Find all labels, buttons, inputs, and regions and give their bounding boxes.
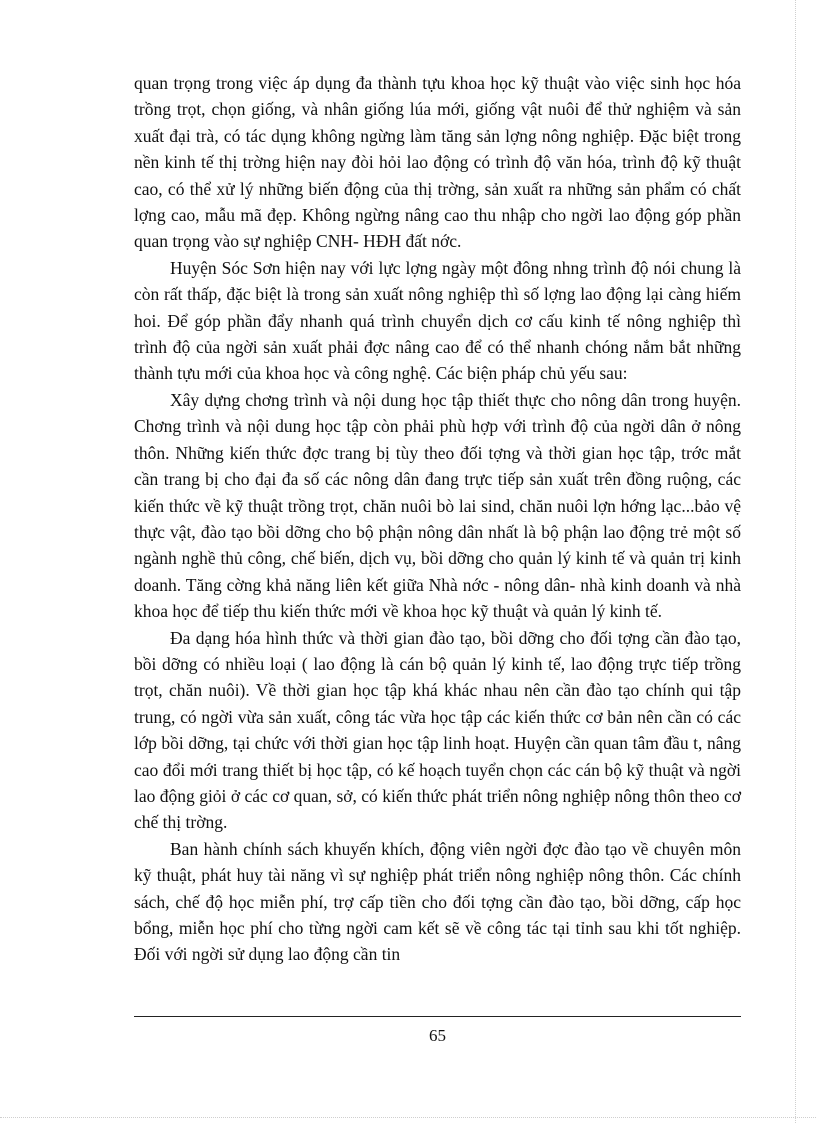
paragraph-continuation: quan trọng trong việc áp dụng đa thành tựu khoa học kỹ thuật vào việc sinh học hóa trồng trọt, chọn giống, và nhân giống lúa mới, giống vật nuôi để thử nghiệm và sản xuất đại trà, có tác dụng không ngừng làm tăng sản lợng nông nghiệp. Đặc biệt trong nền kinh tế thị trờng hiện nay đòi hỏi lao động có trình độ văn hóa, trình độ kỹ thuật cao, có thể xử lý những biến động của thị trờng, sản xuất ra những sản phẩm có chất lợng cao, mẫu mã đẹp. Không ngừng nâng cao thu nhập cho ngời lao động góp phần quan trọng vào sự nghiệp CNH- HĐH đất nớc. (134, 73, 741, 252)
paragraph-training-forms: Đa dạng hóa hình thức và thời gian đào tạo, bồi dỡng cho đối tợng cần đào tạo, bồi dỡng có nhiều loại ( lao động là cán bộ quản lý kinh tế, lao động trực tiếp trồng trọt, chăn nuôi). Về thời gian học tập khá khác nhau nên cần đào tạo chính qui tập trung, có ngời vừa sản xuất, công tác vừa học tập các kiến thức cơ bản nên cần có các lớp bồi dỡng, tại chức với thời gian học tập linh hoạt. Huyện cần quan tâm đầu t, nâng cao đổi mới trang thiết bị học tập, có kế hoạch tuyển chọn các cán bộ kỹ thuật và ngời lao động giỏi ở các cơ quan, sở, có kiến thức phát triển nông nghiệp nông thôn theo cơ chế thị trờng. (134, 627, 741, 833)
page-edge-right (795, 0, 796, 1123)
footer-divider (134, 1016, 741, 1017)
body-text (134, 70, 741, 968)
paragraph-incentive-policy: Ban hành chính sách khuyến khích, động viên ngời đợc đào tạo về chuyên môn kỹ thuật, phát huy tài năng vì sự nghiệp phát triển nông nghiệp nông thôn. Các chính sách, chế độ học miễn phí, trợ cấp tiền cho đối tợng cần đào tạo, bồi dỡng, cấp học bổng, miễn học phí cho từng ngời cam kết sẽ về công tác tại tỉnh sau khi tốt nghiệp. Đối với ngời sử dụng lao động cần tin (134, 838, 741, 965)
page-edge-bottom (0, 1117, 816, 1118)
paragraph-soc-son: Huyện Sóc Sơn hiện nay với lực lợng ngày một đông nhng trình độ nói chung là còn rất thấp, đặc biệt là trong sản xuất nông nghiệp thì số lợng lao động lại càng hiếm hoi. Để góp phần đẩy nhanh quá trình chuyển dịch cơ cấu kinh tế nông nghiệp thì trình độ của ngời sản xuất phải đợc nâng cao để có thể nhanh chóng nắm bắt những thành tựu mới của khoa học và công nghệ. Các biện pháp chủ yếu sau: (134, 257, 741, 384)
page-number: 65 (429, 1026, 446, 1045)
paragraph-curriculum: Xây dựng chơng trình và nội dung học tập thiết thực cho nông dân trong huyện. Chơng trình và nội dung học tập còn phải phù hợp với trình độ của ngời dân ở nông thôn. Những kiến thức đợc trang bị tùy theo đối tợng và thời gian học tập, trớc mắt cần trang bị cho đại đa số các nông dân đang trực tiếp sản xuất trên đồng ruộng, các kiến thức về kỹ thuật trồng trọt, chăn nuôi bò lai sind, chăn nuôi lợn hớng lạc...bảo vệ thực vật, đào tạo bồi dỡng cho bộ phận nông dân nhất là bộ phận lao động trẻ một số ngành nghề thủ công, chế biến, dịch vụ, bồi dỡng cho quản lý kinh tế và quản trị kinh doanh. Tăng cờng khả năng liên kết giữa Nhà nớc - nông dân- nhà kinh doanh và nhà khoa học để tiếp thu kiến thức mới về khoa học kỹ thuật và quản lý kinh tế. (134, 389, 741, 622)
